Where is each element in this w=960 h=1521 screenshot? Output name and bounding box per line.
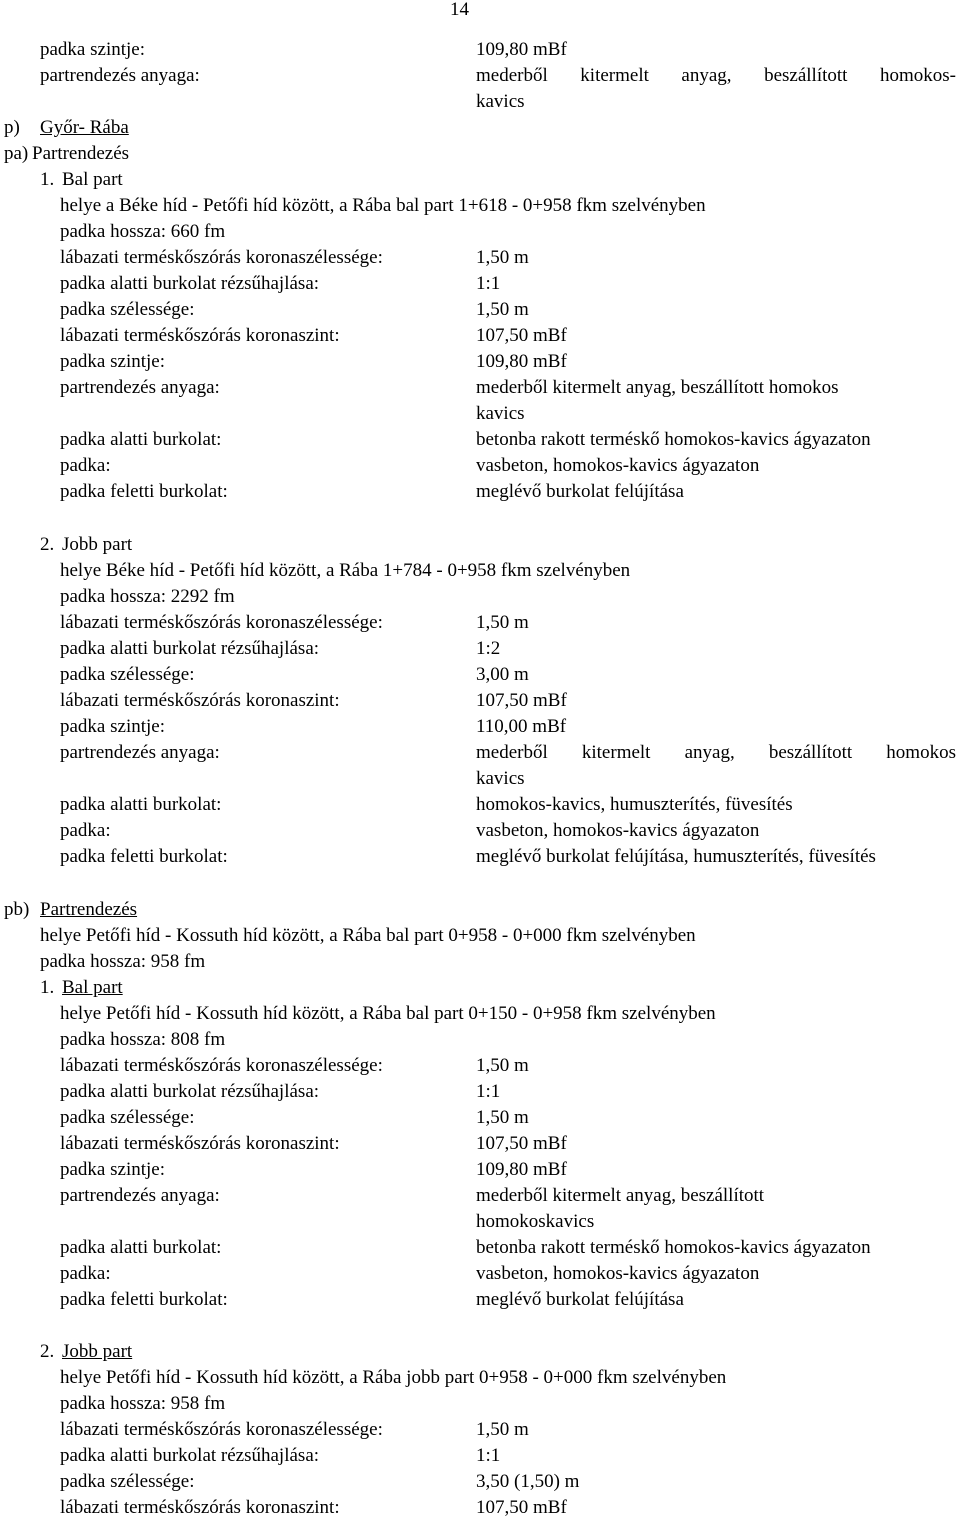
row-label: lábazati terméskőszórás koronaszélessége: (60, 1419, 383, 1440)
row-value: homokoskavics (476, 1211, 595, 1232)
hossza-line (0, 1027, 960, 1053)
row-value: mederből kitermelt anyag, beszállított homokos (476, 377, 839, 398)
row-value: 107,50 mBf (476, 1497, 567, 1518)
section-title: Partrendezés (40, 899, 138, 920)
spec-row (0, 427, 960, 453)
row-label: padka szélessége: (60, 1107, 195, 1128)
word: homokos- (879, 65, 956, 86)
row-value: 107,50 mBf (476, 325, 567, 346)
hossza-text: padka hossza: 2292 fm (60, 586, 235, 607)
row-value: 109,80 mBf (476, 1159, 567, 1180)
spec-row (0, 375, 960, 401)
spec-row (0, 453, 960, 479)
subsection-heading (0, 975, 960, 1001)
row-value: 1:2 (476, 638, 501, 659)
page-number: 14 (450, 0, 469, 20)
row-value: betonba rakott terméskő homokos-kavics ágyazaton (476, 429, 871, 450)
row-label: padka szintje: (60, 351, 165, 372)
row-value: kavics (476, 91, 525, 112)
word: mederből (476, 742, 548, 763)
row-value: 109,80 mBf (476, 351, 567, 372)
spec-row (0, 1131, 960, 1157)
justified-value (476, 63, 956, 89)
row-value: meglévő burkolat felújítása, humuszterítés, füvesítés (476, 846, 876, 867)
row-value: meglévő burkolat felújítása (476, 481, 684, 502)
section-p-heading (0, 115, 960, 141)
spec-row (0, 844, 960, 870)
hossza-text: padka hossza: 958 fm (60, 1393, 226, 1414)
word: mederből (476, 65, 548, 86)
spec-row (0, 792, 960, 818)
row-top-partrendezes-cont (0, 89, 960, 115)
row-value: 1,50 m (476, 299, 529, 320)
row-label: padka alatti burkolat rézsűhajlása: (60, 273, 320, 294)
helye-text: helye Béke híd - Petőfi híd között, a Rába 1+784 - 0+958 fkm szelvényben (60, 560, 631, 581)
spec-row (0, 1261, 960, 1287)
row-label: padka alatti burkolat: (60, 429, 222, 450)
row-value: 1:1 (476, 273, 501, 294)
row-label: lábazati terméskőszórás koronaszélessége: (60, 247, 383, 268)
helye-text: helye Petőfi híd - Kossuth híd között, a Rába bal part 0+958 - 0+000 fkm szelvényben (40, 925, 696, 946)
spec-row (0, 818, 960, 844)
subsection-heading (0, 167, 960, 193)
spec-row (0, 1443, 960, 1469)
spec-row (0, 1417, 960, 1443)
row-label: padka alatti burkolat rézsűhajlása: (60, 1445, 320, 1466)
row-label: padka szintje: (60, 1159, 165, 1180)
hossza-text: padka hossza: 808 fm (60, 1029, 226, 1050)
subsection-title: Bal part (62, 169, 123, 190)
helye-text: helye a Béke híd - Petőfi híd között, a Rába bal part 1+618 - 0+958 fkm szelvényben (60, 195, 706, 216)
section-title: Partrendezés (32, 143, 130, 164)
spec-row (0, 740, 960, 766)
row-value: 1:1 (476, 1081, 501, 1102)
word: beszállított (768, 742, 853, 763)
word: beszállított (764, 65, 848, 86)
spec-row (0, 349, 960, 375)
spec-row (0, 479, 960, 505)
row-value: 1,50 m (476, 247, 529, 268)
row-value: homokos-kavics, humuszterítés, füvesítés (476, 794, 793, 815)
subsection-number: 2. (40, 534, 55, 555)
spec-row (0, 1495, 960, 1521)
helye-line (0, 1365, 960, 1391)
row-value: 1,50 m (476, 1055, 529, 1076)
row-value: betonba rakott terméskő homokos-kavics ágyazaton (476, 1237, 871, 1258)
spec-row (0, 297, 960, 323)
row-label: padka: (60, 455, 111, 476)
section-marker: p) (4, 117, 20, 138)
subsection-heading (0, 1339, 960, 1365)
row-value: 3,50 (1,50) m (476, 1471, 580, 1492)
row-label: padka: (60, 820, 111, 841)
row-label: padka szélessége: (60, 664, 195, 685)
spec-row (0, 401, 960, 427)
row-label: lábazati terméskőszórás koronaszélessége: (60, 612, 383, 633)
row-label: padka szélessége: (60, 299, 195, 320)
row-label: partrendezés anyaga: (60, 377, 220, 398)
justified-value (476, 740, 956, 766)
section-marker: pb) (4, 899, 30, 920)
spec-row (0, 1209, 960, 1235)
row-value: 107,50 mBf (476, 690, 567, 711)
spec-row (0, 1079, 960, 1105)
row-value: 3,00 m (476, 664, 529, 685)
spec-row (0, 1183, 960, 1209)
row-label: partrendezés anyaga: (40, 65, 200, 86)
subsection-title: Jobb part (62, 1341, 133, 1362)
spec-row (0, 1105, 960, 1131)
helye-text: helye Petőfi híd - Kossuth híd között, a Rába bal part 0+150 - 0+958 fkm szelvényben (60, 1003, 716, 1024)
hossza-line (0, 219, 960, 245)
row-top-partrendezes (0, 63, 960, 89)
row-label: padka feletti burkolat: (60, 481, 228, 502)
spec-row (0, 1469, 960, 1495)
helye-line (0, 558, 960, 584)
row-value: 107,50 mBf (476, 1133, 567, 1154)
row-label: padka feletti burkolat: (60, 846, 228, 867)
word: anyag, (684, 742, 735, 763)
row-value: 109,80 mBf (476, 39, 567, 60)
row-value: meglévő burkolat felújítása (476, 1289, 684, 1310)
row-label: padka alatti burkolat: (60, 794, 222, 815)
spec-row (0, 245, 960, 271)
row-label: padka szélessége: (60, 1471, 195, 1492)
row-value: vasbeton, homokos-kavics ágyazaton (476, 820, 760, 841)
row-label: partrendezés anyaga: (60, 1185, 220, 1206)
spec-row (0, 1287, 960, 1313)
section-pb-heading (0, 897, 960, 923)
spec-row (0, 688, 960, 714)
row-value: 1,50 m (476, 612, 529, 633)
row-label: padka szintje: (60, 716, 165, 737)
row-label: lábazati terméskőszórás koronaszint: (60, 690, 340, 711)
section-marker: pa) (4, 143, 29, 164)
subsection-title: Bal part (62, 977, 123, 998)
row-value: 110,00 mBf (476, 716, 567, 737)
section-title: Győr- Rába (40, 117, 129, 138)
row-label: lábazati terméskőszórás koronaszint: (60, 325, 340, 346)
subsection-number: 2. (40, 1341, 55, 1362)
spec-row (0, 610, 960, 636)
row-label: padka alatti burkolat: (60, 1237, 222, 1258)
hossza-text: padka hossza: 958 fm (40, 951, 206, 972)
spec-row (0, 636, 960, 662)
helye-line (0, 1001, 960, 1027)
row-value: 1:1 (476, 1445, 501, 1466)
subsection-title: Jobb part (62, 534, 133, 555)
helye-line (0, 193, 960, 219)
word: anyag, (681, 65, 732, 86)
row-value: kavics (476, 768, 525, 789)
row-value: mederből kitermelt anyag, beszállított (476, 1185, 765, 1206)
spec-row (0, 271, 960, 297)
hossza-line (0, 949, 960, 975)
spec-row (0, 714, 960, 740)
row-label: lábazati terméskőszórás koronaszélessége: (60, 1055, 383, 1076)
row-label: padka alatti burkolat rézsűhajlása: (60, 638, 320, 659)
spec-row (0, 323, 960, 349)
spec-row (0, 1157, 960, 1183)
row-label: padka szintje: (40, 39, 145, 60)
spec-row (0, 1235, 960, 1261)
row-value: kavics (476, 403, 525, 424)
subsection-heading (0, 532, 960, 558)
row-label: padka alatti burkolat rézsűhajlása: (60, 1081, 320, 1102)
row-label: padka: (60, 1263, 111, 1284)
word: kitermelt (580, 65, 649, 86)
subsection-number: 1. (40, 169, 55, 190)
word: homokos (886, 742, 956, 763)
spec-row (0, 766, 960, 792)
spec-row (0, 1053, 960, 1079)
page-number-line (0, 0, 960, 23)
helye-line (0, 923, 960, 949)
row-value: vasbeton, homokos-kavics ágyazaton (476, 1263, 760, 1284)
hossza-text: padka hossza: 660 fm (60, 221, 226, 242)
row-value: 1,50 m (476, 1107, 529, 1128)
helye-text: helye Petőfi híd - Kossuth híd között, a Rába jobb part 0+958 - 0+000 fkm szelvényben (60, 1367, 727, 1388)
row-top-padka-szintje (0, 37, 960, 63)
row-label: partrendezés anyaga: (60, 742, 220, 763)
row-label: lábazati terméskőszórás koronaszint: (60, 1497, 340, 1518)
row-label: lábazati terméskőszórás koronaszint: (60, 1133, 340, 1154)
spec-row (0, 662, 960, 688)
row-value: 1,50 m (476, 1419, 529, 1440)
word: kitermelt (581, 742, 651, 763)
subsection-number: 1. (40, 977, 55, 998)
row-label: padka feletti burkolat: (60, 1289, 228, 1310)
row-value: vasbeton, homokos-kavics ágyazaton (476, 455, 760, 476)
hossza-line (0, 1391, 960, 1417)
hossza-line (0, 584, 960, 610)
section-pa-heading (0, 141, 960, 167)
